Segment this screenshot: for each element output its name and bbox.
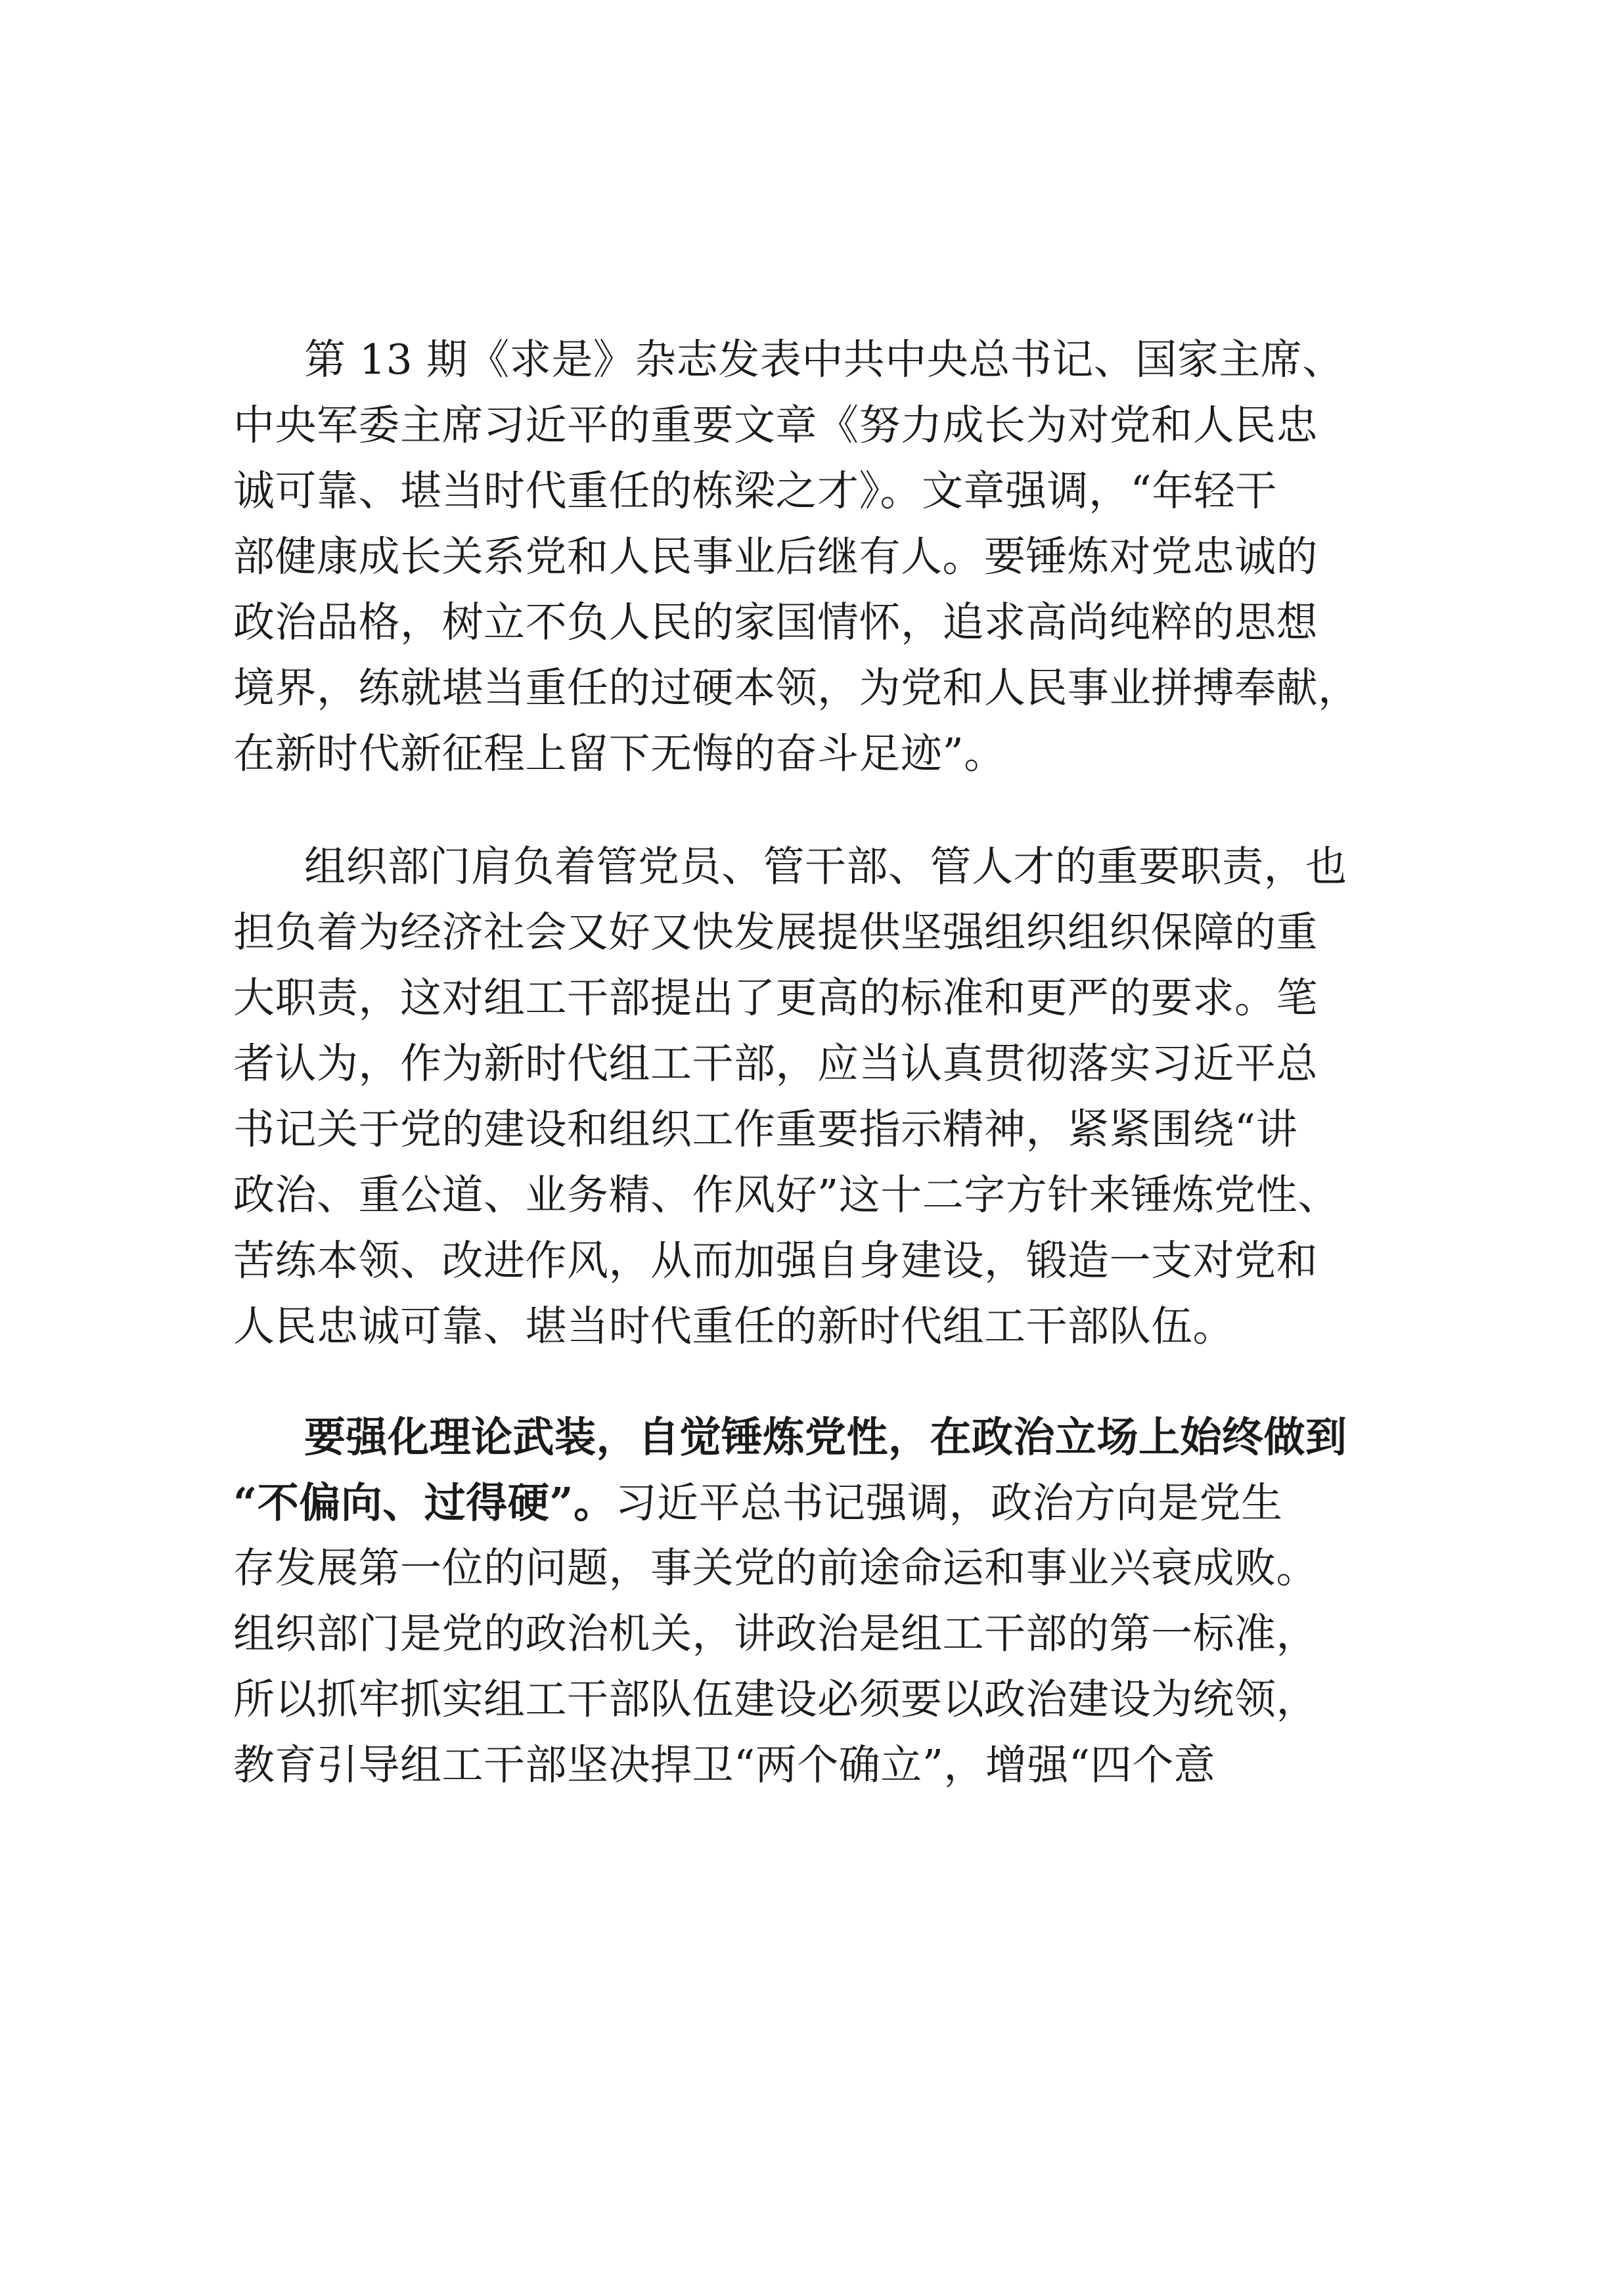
- text-line: [233, 1470, 1409, 1535]
- text-line: 政治、重公道、业务精、作风好”这十二字方针来锤炼党性、: [233, 1171, 1340, 1219]
- text-line: 书记关于党的建设和组织工作重要指示精神，紧紧围绕“讲: [233, 1105, 1298, 1153]
- text-line: 大职责，这对组工干部提出了更高的标准和更严的要求。笔: [233, 974, 1318, 1022]
- text-line: 存发展第一位的问题，事关党的前途命运和事业兴衰成败。: [233, 1544, 1318, 1592]
- text-line: 诚可靠、堪当时代重任的栋梁之才》。文章强调，“年轻干: [233, 467, 1277, 515]
- text-line: 政治品格，树立不负人民的家国情怀，追求高尚纯粹的思想: [233, 598, 1318, 646]
- text-line: 苦练本领、改进作风，从而加强自身建设，锻造一支对党和: [233, 1237, 1318, 1285]
- text-line: 组织部门是党的政治机关，讲政治是组工干部的第一标准，: [233, 1610, 1318, 1658]
- paragraph-2: [233, 834, 1409, 1359]
- paragraph-1: [233, 327, 1409, 787]
- section-heading: 要强化理论武装，自觉锤炼党性，在政治立场上始终做到: [304, 1413, 1347, 1461]
- text-line: 境界，练就堪当重任的过硬本领，为党和人民事业拼搏奉献，: [233, 664, 1360, 712]
- text-line: 人民忠诚可靠、堪当时代重任的新时代组工干部队伍。: [233, 1302, 1234, 1350]
- paragraph-3: [233, 1404, 1409, 1798]
- text-line: 者认为，作为新时代组工干部，应当认真贯彻落实习近平总: [233, 1040, 1318, 1088]
- document-body: [233, 327, 1409, 1798]
- text-line: 中央军委主席习近平的重要文章《努力成长为对党和人民忠: [233, 401, 1318, 449]
- text-line: 担负着为经济社会又好又快发展提供坚强组织组织保障的重: [233, 908, 1318, 956]
- section-heading-end: “不偏向、过得硬”。: [233, 1478, 616, 1527]
- text-line: 教育引导组工干部坚决捍卫“两个确立”，增强“四个意: [233, 1741, 1216, 1789]
- text-line: 组织部门肩负着管党员、管干部、管人才的重要职责，也: [304, 843, 1347, 891]
- text-line: 部健康成长关系党和人民事业后继有人。要锤炼对党忠诚的: [233, 533, 1318, 581]
- text-fragment: 习近平总书记强调，政治方向是党生: [615, 1479, 1283, 1527]
- text-line: 第 13 期《求是》杂志发表中共中央总书记、国家主席、: [304, 336, 1344, 384]
- text-line: 所以抓牢抓实组工干部队伍建设必须要以政治建设为统领，: [233, 1675, 1318, 1723]
- text-line: 在新时代新征程上留下无悔的奋斗足迹”。: [233, 730, 1006, 778]
